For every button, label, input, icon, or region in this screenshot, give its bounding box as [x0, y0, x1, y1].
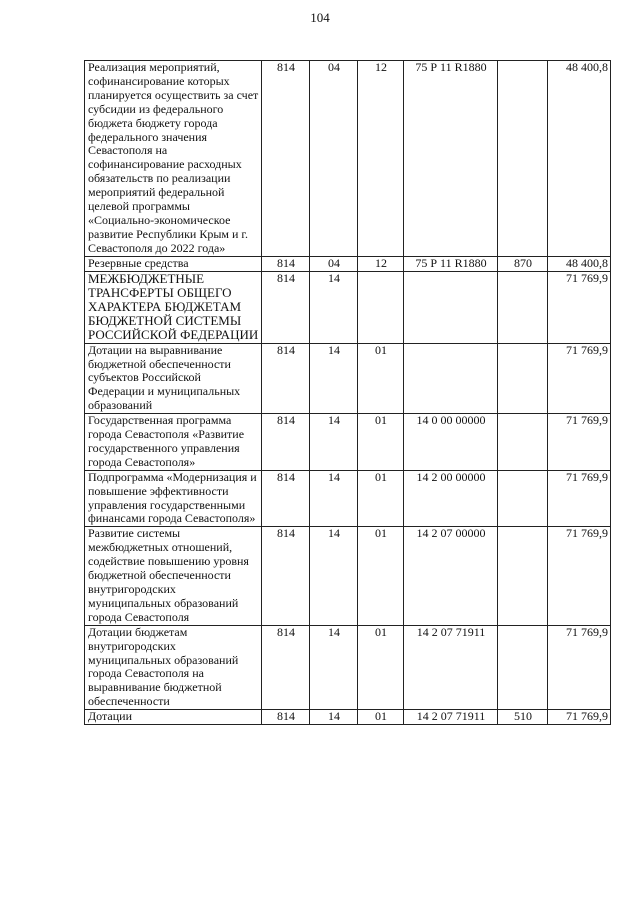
item-name: Резервные средства — [85, 256, 262, 271]
ministry-code: 814 — [262, 527, 310, 625]
expense-type-code: 870 — [498, 256, 548, 271]
ministry-code: 814 — [262, 343, 310, 414]
target-article-code: 14 0 00 00000 — [404, 414, 498, 471]
expense-type-code — [498, 625, 548, 709]
item-name: МЕЖБЮДЖЕТНЫЕ ТРАНСФЕРТЫ ОБЩЕГО ХАРАКТЕРА БЮДЖЕТАМ БЮДЖЕТНОЙ СИСТЕМЫ РОССИЙСКОЙ ФЕДЕРАЦИИ — [85, 271, 262, 343]
amount: 71 769,9 — [548, 414, 611, 471]
ministry-code: 814 — [262, 470, 310, 527]
expense-type-code — [498, 343, 548, 414]
section-code: 14 — [310, 527, 358, 625]
target-article-code — [404, 343, 498, 414]
amount: 71 769,9 — [548, 343, 611, 414]
section-code: 14 — [310, 343, 358, 414]
section-code: 04 — [310, 61, 358, 257]
subsection-code: 01 — [358, 470, 404, 527]
amount: 71 769,9 — [548, 625, 611, 709]
expense-type-code — [498, 527, 548, 625]
item-name: Дотации бюджетам внутригородских муниципальных образований города Севастополя на выравнивание бюджетной обеспеченности — [85, 625, 262, 709]
target-article-code — [404, 271, 498, 343]
table-row — [85, 61, 611, 257]
section-code: 14 — [310, 710, 358, 725]
expense-type-code — [498, 271, 548, 343]
table-row — [85, 414, 611, 471]
ministry-code: 814 — [262, 414, 310, 471]
target-article-code: 75 Р 11 R1880 — [404, 256, 498, 271]
section-code: 14 — [310, 271, 358, 343]
expense-type-code — [498, 61, 548, 257]
subsection-code: 01 — [358, 414, 404, 471]
item-name: Развитие системы межбюджетных отношений, содействие повышению уровня бюджетной обеспеченности внутригородских муниципальных образований города Севастополя — [85, 527, 262, 625]
amount: 71 769,9 — [548, 470, 611, 527]
subsection-code — [358, 271, 404, 343]
expense-type-code — [498, 414, 548, 471]
target-article-code: 14 2 07 71911 — [404, 710, 498, 725]
table-row — [85, 271, 611, 343]
ministry-code: 814 — [262, 271, 310, 343]
section-code: 14 — [310, 625, 358, 709]
table-row — [85, 256, 611, 271]
target-article-code: 14 2 00 00000 — [404, 470, 498, 527]
table-row — [85, 343, 611, 414]
expense-type-code: 510 — [498, 710, 548, 725]
table-row — [85, 470, 611, 527]
budget-table — [84, 60, 611, 725]
amount: 71 769,9 — [548, 710, 611, 725]
page-number: 104 — [310, 10, 330, 25]
amount: 48 400,8 — [548, 256, 611, 271]
subsection-code: 01 — [358, 710, 404, 725]
ministry-code: 814 — [262, 61, 310, 257]
table-row — [85, 625, 611, 709]
subsection-code: 01 — [358, 527, 404, 625]
target-article-code: 14 2 07 00000 — [404, 527, 498, 625]
table-row — [85, 710, 611, 725]
subsection-code: 12 — [358, 61, 404, 257]
item-name: Дотации на выравнивание бюджетной обеспеченности субъектов Российской Федерации и муниципальных образований — [85, 343, 262, 414]
ministry-code: 814 — [262, 625, 310, 709]
item-name: Государственная программа города Севастополя «Развитие государственного управления города Севастополя» — [85, 414, 262, 471]
section-code: 04 — [310, 256, 358, 271]
amount: 71 769,9 — [548, 527, 611, 625]
item-name: Реализация мероприятий, софинансирование которых планируется осуществить за счет субсидии из федерального бюджета бюджету города федерального значения Севастополя на софинансирование расходных обязательств по реализации мероприятий федеральной целевой программы «Социально-экономическое развитие Республики Крым и г. Севастополя до 2022 года» — [85, 61, 262, 257]
target-article-code: 14 2 07 71911 — [404, 625, 498, 709]
subsection-code: 01 — [358, 625, 404, 709]
target-article-code: 75 Р 11 R1880 — [404, 61, 498, 257]
expense-type-code — [498, 470, 548, 527]
amount: 71 769,9 — [548, 271, 611, 343]
subsection-code: 12 — [358, 256, 404, 271]
amount: 48 400,8 — [548, 61, 611, 257]
item-name: Подпрограмма «Модернизация и повышение эффективности управления государственными финансами города Севастополя» — [85, 470, 262, 527]
ministry-code: 814 — [262, 710, 310, 725]
section-code: 14 — [310, 414, 358, 471]
item-name: Дотации — [85, 710, 262, 725]
section-code: 14 — [310, 470, 358, 527]
table-row — [85, 527, 611, 625]
subsection-code: 01 — [358, 343, 404, 414]
ministry-code: 814 — [262, 256, 310, 271]
